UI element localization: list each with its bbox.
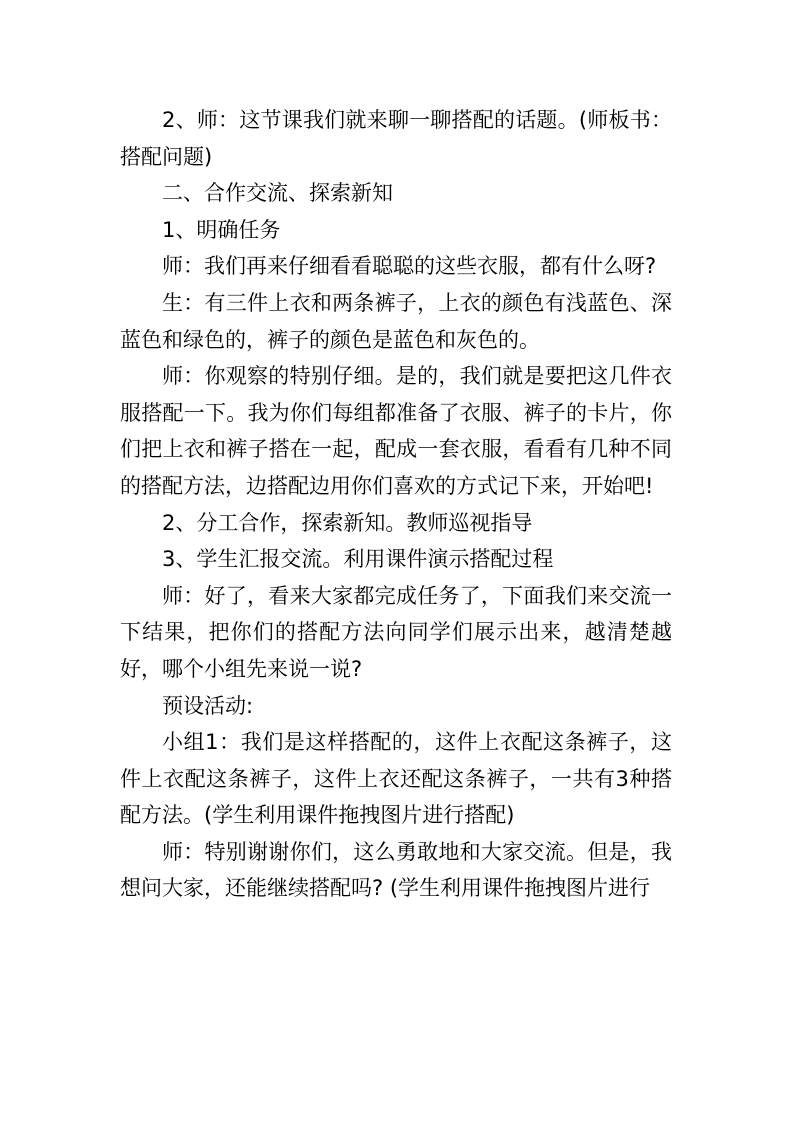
section-heading-cooperate: 二、合作交流、探索新知 (162, 181, 393, 206)
paragraph-student-answer: 生：有三件上衣和两条裤子，上衣的颜色有浅蓝色、深蓝色和绿色的，裤子的颜色是蓝色和灰色的。 (120, 290, 672, 352)
paragraph-group-one: 小组1：我们是这样搭配的，这件上衣配这条裤子，这件上衣配这条裤子，这件上衣还配这条裤子，一共有3种搭配方法。(学生利用课件拖拽图片进行搭配) (120, 730, 672, 828)
step-heading-report: 3、学生汇报交流。利用课件演示搭配过程 (162, 547, 554, 572)
step-heading-task: 1、明确任务 (162, 217, 281, 242)
label-preset-activity: 预设活动: (162, 693, 254, 718)
paragraph-intro-topic: 2、师：这节课我们就来聊一聊搭配的话题。(师板书：搭配问题) (120, 108, 672, 169)
step-heading-group-work: 2、分工合作，探索新知。教师巡视指导 (162, 510, 533, 535)
paragraph-teacher-exchange: 师：好了，看来大家都完成任务了，下面我们来交流一下结果，把你们的搭配方法向同学们展示出来，越清楚越好，哪个小组先来说一说? (120, 583, 672, 681)
document-page (120, 102, 672, 907)
paragraph-teacher-followup: 师：特别谢谢你们，这么勇敢地和大家交流。但是，我想问大家，还能继续搭配吗? (学生利用课件拖拽图片进行 (120, 839, 672, 901)
paragraph-teacher-instruction: 师：你观察的特别仔细。是的，我们就是要把这几件衣服搭配一下。我为你们每组都准备了衣服、裤子的卡片，你们把上衣和裤子搭在一起，配成一套衣服，看看有几种不同的搭配方法，边搭配边用你们喜欢的方式记下来，开始吧! (120, 364, 672, 498)
paragraph-teacher-question: 师：我们再来仔细看看聪聪的这些衣服，都有什么呀? (162, 254, 657, 279)
